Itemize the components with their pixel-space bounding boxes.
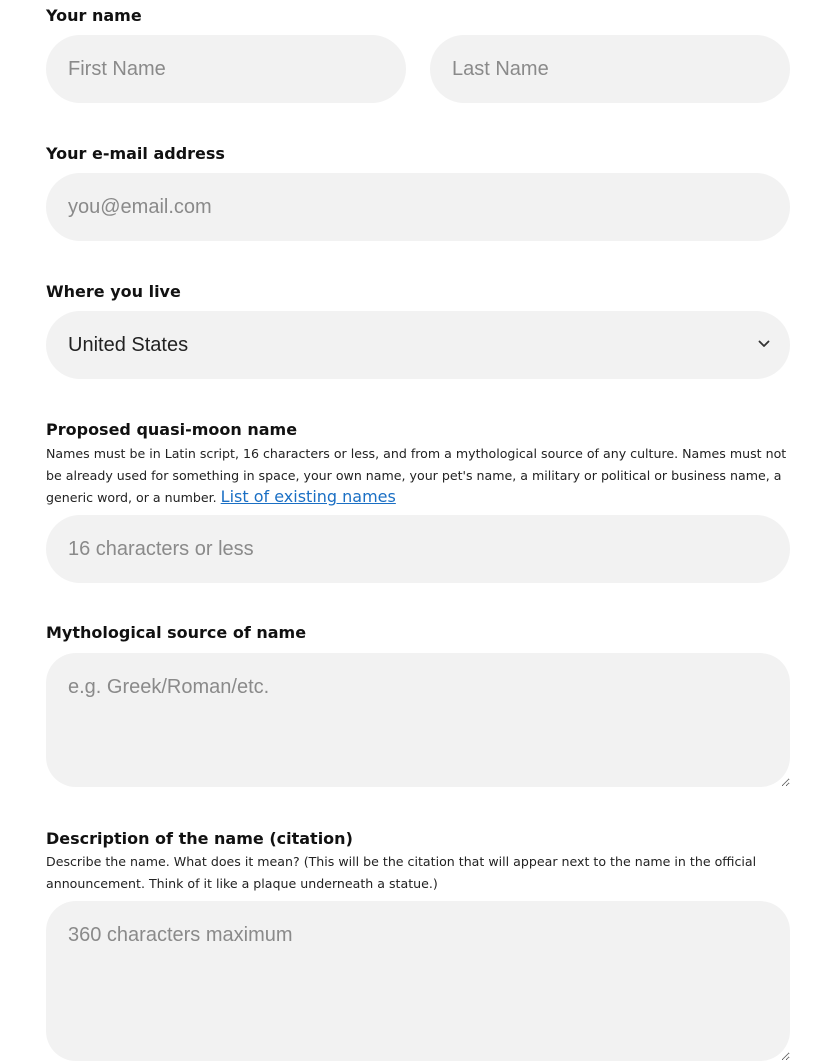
email-label: Your e-mail address [46, 144, 225, 163]
moon-name-help-text: Names must be in Latin script, 16 characters or less, and from a mythological source of any culture. Names must not be already used for something in space, your own name, your pet's name, a military or political or business name, a generic word, or a number. [46, 446, 787, 505]
location-label: Where you live [46, 282, 181, 301]
description-help: Describe the name. What does it mean? (This will be the citation that will appear next to the name in the official announcement. Think of it like a plaque underneath a statue.) [46, 854, 757, 891]
last-name-input[interactable] [430, 35, 790, 103]
email-input[interactable] [46, 173, 790, 241]
name-label: Your name [46, 6, 142, 25]
moon-name-input[interactable] [46, 515, 790, 583]
chevron-down-icon [758, 338, 770, 350]
source-textarea[interactable] [46, 653, 790, 787]
country-select-value: United States [68, 334, 189, 356]
source-label: Mythological source of name [46, 623, 307, 642]
moon-name-help [46, 443, 790, 509]
country-select[interactable] [46, 311, 790, 379]
description-label: Description of the name (citation) [46, 829, 353, 848]
moon-name-label: Proposed quasi-moon name [46, 420, 298, 439]
existing-names-link[interactable]: List of existing names [220, 487, 396, 506]
first-name-input[interactable] [46, 35, 406, 103]
description-textarea[interactable] [46, 901, 790, 1061]
